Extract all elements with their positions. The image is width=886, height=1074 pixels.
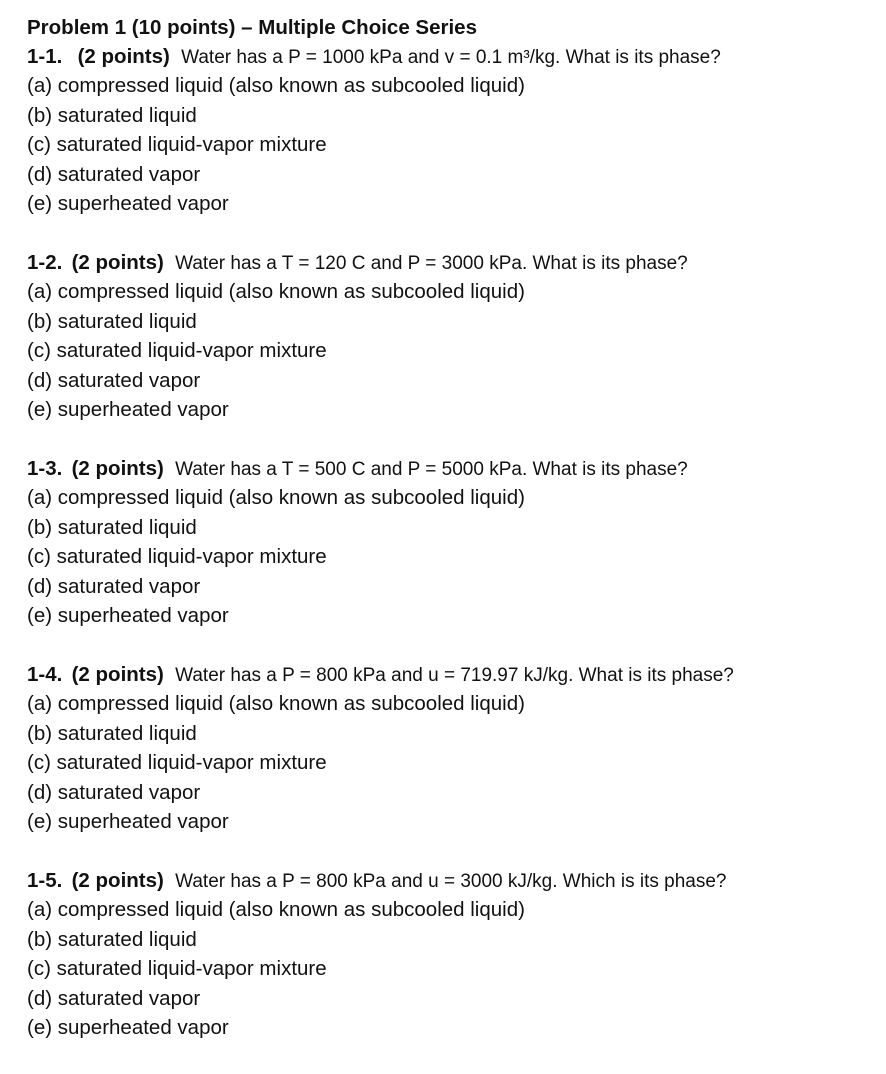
- question-1-4: [27, 660, 877, 837]
- spacer: [27, 425, 877, 455]
- question-1-5: [27, 866, 877, 1043]
- option-e: (e) superheated vapor: [27, 192, 229, 215]
- option-c: (c) saturated liquid-vapor mixture: [27, 545, 327, 568]
- problem-page: [27, 14, 877, 1043]
- question-points: (2 points): [71, 663, 164, 686]
- option-a: (a) compressed liquid (also known as subcooled liquid): [27, 74, 525, 97]
- question-number: 1-5.: [27, 869, 63, 892]
- option-c: (c) saturated liquid-vapor mixture: [27, 957, 327, 980]
- question-number: 1-1.: [27, 45, 63, 68]
- option-a: (a) compressed liquid (also known as subcooled liquid): [27, 692, 525, 715]
- problem-title: Problem 1 (10 points) – Multiple Choice Series: [27, 16, 477, 39]
- option-c: (c) saturated liquid-vapor mixture: [27, 339, 327, 362]
- question-header: [27, 248, 877, 277]
- question-header: [27, 660, 877, 689]
- option-b: (b) saturated liquid: [27, 927, 197, 951]
- question-number: 1-4.: [27, 663, 63, 686]
- option-c: (c) saturated liquid-vapor mixture: [27, 133, 327, 156]
- question-points: (2 points): [77, 45, 170, 68]
- question-1-1: [27, 42, 877, 219]
- option-a: (a) compressed liquid (also known as subcooled liquid): [27, 280, 525, 303]
- option-d: (d) saturated vapor: [27, 574, 201, 598]
- question-1-3: [27, 454, 877, 631]
- spacer: [27, 837, 877, 867]
- question-header: [27, 42, 877, 71]
- question-1-2: [27, 248, 877, 425]
- option-b: (b) saturated liquid: [27, 103, 197, 127]
- question-text: Water has a P = 800 kPa and u = 719.97 kJ/kg. What is its phase?: [175, 665, 734, 686]
- question-header: [27, 454, 877, 483]
- question-number: 1-3.: [27, 457, 63, 480]
- option-e: (e) superheated vapor: [27, 1016, 229, 1039]
- question-text: Water has a T = 120 C and P = 3000 kPa. What is its phase?: [175, 253, 688, 274]
- option-c: (c) saturated liquid-vapor mixture: [27, 751, 327, 774]
- question-header: [27, 866, 877, 895]
- option-e: (e) superheated vapor: [27, 398, 229, 421]
- option-d: (d) saturated vapor: [27, 368, 201, 392]
- question-number: 1-2.: [27, 251, 63, 274]
- option-list: [27, 895, 877, 1043]
- question-points: (2 points): [71, 869, 164, 892]
- option-list: [27, 71, 877, 219]
- option-b: (b) saturated liquid: [27, 309, 197, 333]
- option-b: (b) saturated liquid: [27, 721, 197, 745]
- option-d: (d) saturated vapor: [27, 162, 201, 186]
- option-d: (d) saturated vapor: [27, 780, 201, 804]
- option-list: [27, 483, 877, 631]
- option-list: [27, 689, 877, 837]
- question-points: (2 points): [71, 457, 164, 480]
- question-points: (2 points): [71, 251, 164, 274]
- option-a: (a) compressed liquid (also known as subcooled liquid): [27, 898, 525, 921]
- question-text: Water has a T = 500 C and P = 5000 kPa. What is its phase?: [175, 459, 688, 480]
- question-text: Water has a P = 1000 kPa and v = 0.1 m³/kg. What is its phase?: [181, 47, 721, 68]
- option-a: (a) compressed liquid (also known as subcooled liquid): [27, 486, 525, 509]
- spacer: [27, 219, 877, 249]
- option-d: (d) saturated vapor: [27, 986, 201, 1010]
- spacer: [27, 631, 877, 661]
- option-list: [27, 277, 877, 425]
- question-text: Water has a P = 800 kPa and u = 3000 kJ/kg. Which is its phase?: [175, 871, 727, 892]
- option-e: (e) superheated vapor: [27, 810, 229, 833]
- option-e: (e) superheated vapor: [27, 604, 229, 627]
- option-b: (b) saturated liquid: [27, 515, 197, 539]
